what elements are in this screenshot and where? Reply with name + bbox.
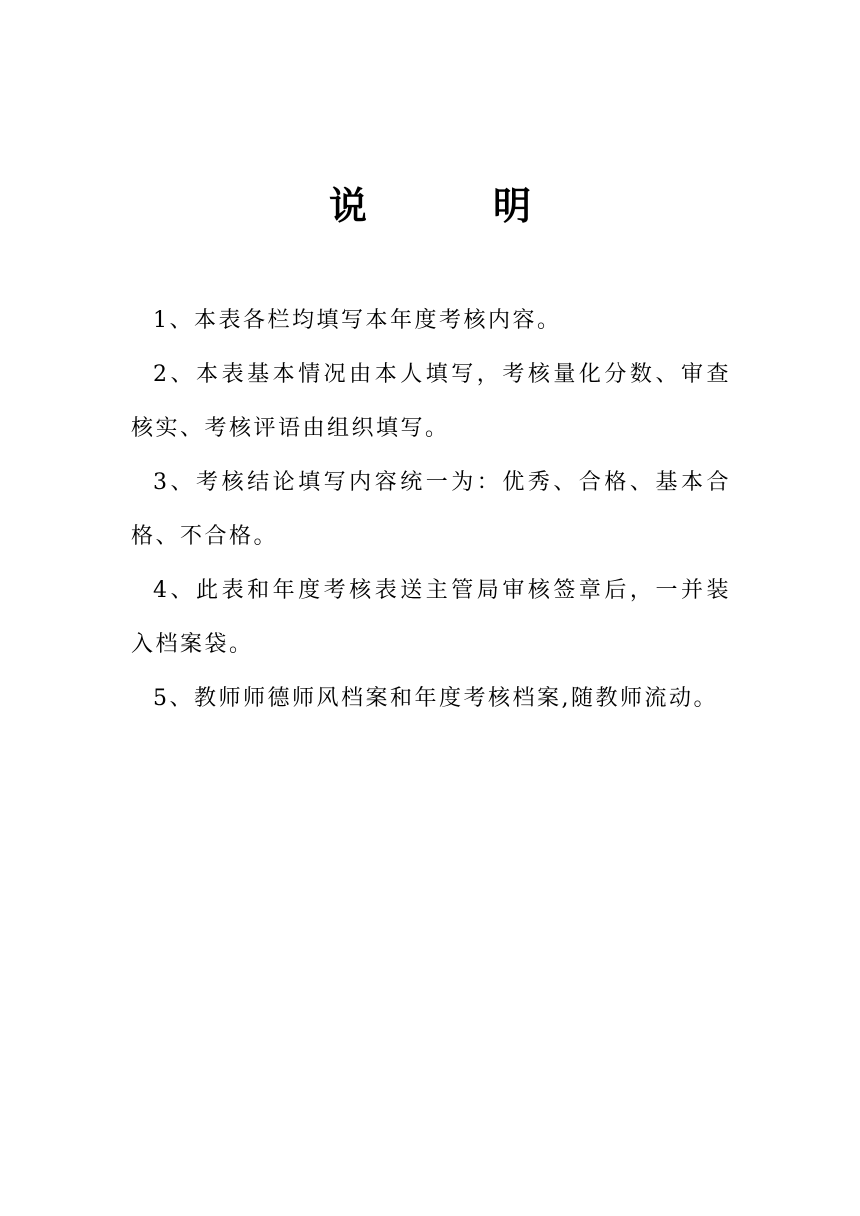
instruction-item-5: 5、教师师德师风档案和年度考核档案,随教师流动。 — [153, 686, 718, 711]
instructions-list — [131, 294, 731, 726]
instruction-item-1: 1、本表各栏均填写本年度考核内容。 — [153, 308, 562, 333]
instruction-item-3: 3、考核结论填写内容统一为：优秀、合格、基本合格、不合格。 — [131, 470, 731, 549]
instruction-item-2: 2、本表基本情况由本人填写，考核量化分数、审查核实、考核评语由组织填写。 — [131, 362, 731, 441]
page-title: 说 明 — [328, 183, 575, 228]
instruction-item-4: 4、此表和年度考核表送主管局审核签章后，一并装入档案袋。 — [131, 578, 731, 657]
